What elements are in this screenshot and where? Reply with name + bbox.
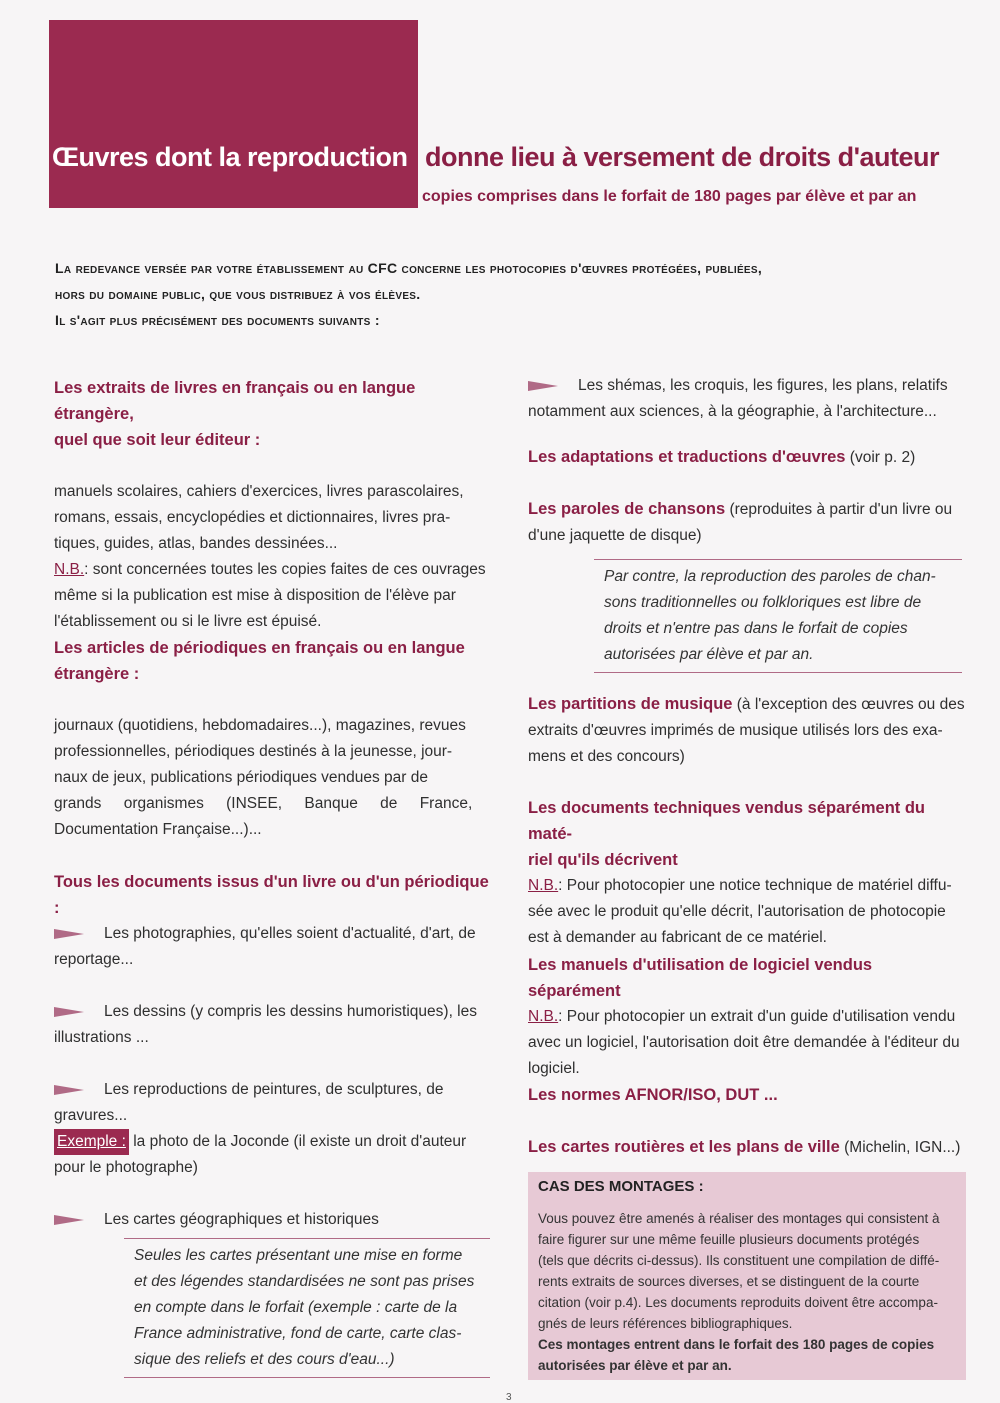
- text-line: (voir p. 2): [845, 449, 916, 466]
- intro-line: La redevance versée par votre établissement au CFC concerne les photocopies d'œuvres protégées, publiées,: [55, 260, 763, 276]
- text-line: Seules les cartes présentant une mise en forme: [134, 1247, 463, 1264]
- text-line: (à l'exception des œuvres ou des: [732, 696, 965, 713]
- intro-line: hors du domaine public, que vous distribuez à vos élèves.: [55, 286, 421, 302]
- text-line: sons traditionnelles ou folkloriques est libre de: [604, 594, 922, 611]
- text-line: Ces montages entrent dans le forfait des 180 pages de copies: [538, 1337, 935, 1352]
- roadmaps-item: [528, 1134, 968, 1161]
- software-item: [528, 952, 968, 1082]
- page-title-left: Œuvres dont la reproduction: [52, 142, 408, 172]
- example-label: Exemple :: [54, 1129, 129, 1155]
- text-line: est à demander au fabricant de ce matériel.: [528, 929, 827, 946]
- header-block: [49, 20, 418, 208]
- adaptations-heading: Les adaptations et traductions d'œuvres: [528, 448, 846, 466]
- heading-line: Les articles de périodiques en français ou en langue: [54, 639, 465, 657]
- text-line: journaux (quotidiens, hebdomadaires...), magazines, revues: [54, 717, 466, 734]
- text-line: autorisées par élève et par an.: [604, 646, 814, 663]
- page-number: 3: [506, 1392, 512, 1403]
- text-line: Documentation Française...)...: [54, 821, 262, 838]
- page-subtitle: copies comprises dans le forfait de 180 pages par élève et par an: [422, 188, 917, 205]
- text-line: gravures...: [54, 1107, 128, 1124]
- text-line: grands organismes (INSEE, Banque de France,: [54, 795, 473, 812]
- software-body: [528, 1004, 968, 1082]
- text-line: tiques, guides, atlas, bandes dessinées...: [54, 535, 338, 552]
- adaptations-item: [528, 444, 968, 471]
- intro-paragraph: [55, 255, 965, 333]
- periodicals-heading: [54, 635, 494, 687]
- photos-item: [54, 921, 494, 973]
- page-title-right: donne lieu à versement de droits d'auteur: [425, 142, 940, 172]
- text-line: faire figurer sur une même feuille plusieurs documents protégés: [538, 1232, 920, 1247]
- books-heading: [54, 375, 494, 453]
- montages-text: [538, 1208, 958, 1376]
- nb-label: N.B.: [54, 561, 85, 578]
- books-body: [54, 479, 489, 635]
- text-line: reportage...: [54, 951, 134, 968]
- periodicals-section: [54, 635, 494, 843]
- lyrics-heading: Les paroles de chansons: [528, 500, 726, 518]
- software-heading: Les manuels d'utilisation de logiciel vendus séparément: [528, 956, 873, 1000]
- text-line: même si la publication est mise à disposition de l'élève par: [54, 587, 456, 604]
- text-line: manuels scolaires, cahiers d'exercices, livres parascolaires,: [54, 483, 464, 500]
- lyrics-note: [594, 559, 962, 673]
- text-line: (reproduites à partir d'un livre ou: [725, 501, 953, 518]
- text-line: citation (voir p.4). Les documents reproduits doivent être accompa-: [538, 1295, 938, 1310]
- maps-note: [124, 1238, 490, 1378]
- technical-body: [528, 873, 968, 951]
- text-line: professionnelles, périodiques destinés à la jeunesse, jour-: [54, 743, 453, 760]
- text-line: : sont concernées toutes les copies faites de ces ouvrages: [84, 561, 486, 578]
- text-line: extraits d'œuvres imprimés de musique utilisés lors des exa-: [528, 722, 943, 739]
- heading-line: étrangère :: [54, 665, 140, 683]
- arrow-bullet-icon: [54, 1007, 84, 1017]
- heading-line: Les extraits de livres en français ou en langue étrangère,: [54, 379, 416, 423]
- text-line: la photo de la Joconde (il existe un droit d'auteur: [133, 1133, 467, 1150]
- text-line: d'une jaquette de disque): [528, 527, 702, 544]
- technical-heading: [528, 795, 968, 873]
- text-line: notamment aux sciences, à la géographie, à l'architecture...: [528, 403, 937, 420]
- text-line: Par contre, la reproduction des paroles de chan-: [604, 568, 936, 585]
- text-line: droits et n'entre pas dans le forfait de copies: [604, 620, 908, 637]
- text-line: mens et des concours): [528, 748, 685, 765]
- text-line: (tels que décrits ci-dessus). Ils constituent une compilation de diffé-: [538, 1253, 940, 1268]
- text-line: Les dessins (y compris les dessins humoristiques), les: [104, 1003, 477, 1020]
- text-line: et des légendes standardisées ne sont pas prises: [134, 1273, 475, 1290]
- paintings-item: [54, 1077, 494, 1181]
- text-line: logiciel.: [528, 1060, 580, 1077]
- text-line: pour le photographe): [54, 1159, 198, 1176]
- books-section: [54, 375, 494, 635]
- text-line: naux de jeux, publications périodiques vendues par de: [54, 769, 428, 786]
- scores-item: [528, 691, 968, 770]
- text-line: : Pour photocopier un extrait d'un guide d'utilisation vendu: [558, 1008, 956, 1025]
- nb-label: N.B.: [528, 1008, 559, 1025]
- arrow-bullet-icon: [528, 381, 558, 391]
- heading-line: riel qu'ils décrivent: [528, 851, 678, 869]
- periodicals-body: [54, 713, 494, 843]
- text-line: avec un logiciel, l'autorisation doit être demandée à l'éditeur du: [528, 1034, 960, 1051]
- montages-box: [528, 1172, 966, 1380]
- roadmaps-heading: Les cartes routières et les plans de ville: [528, 1138, 840, 1156]
- text-line: gnés de leurs références bibliographiques.: [538, 1316, 793, 1331]
- drawings-item: [54, 999, 494, 1051]
- text-line: France administrative, fond de carte, carte clas-: [134, 1325, 462, 1342]
- norms-heading: Les normes AFNOR/ISO, DUT ...: [528, 1086, 778, 1104]
- arrow-bullet-icon: [54, 929, 84, 939]
- text-line: illustrations ...: [54, 1029, 149, 1046]
- intro-line: Il s'agit plus précisément des documents suivants :: [55, 312, 380, 328]
- nb-line: [54, 557, 489, 583]
- text-line: sée avec le produit qu'elle décrit, l'autorisation de photocopie: [528, 903, 946, 920]
- montages-title: CAS DES MONTAGES :: [538, 1178, 704, 1195]
- text-line: autorisées par élève et par an.: [538, 1358, 732, 1373]
- text-line: Les shémas, les croquis, les figures, les plans, relatifs: [578, 377, 948, 394]
- all-documents-heading: Tous les documents issus d'un livre ou d'un périodique :: [54, 873, 489, 917]
- heading-line: quel que soit leur éditeur :: [54, 431, 261, 449]
- nb-label: N.B.: [528, 877, 559, 894]
- technical-item: [528, 795, 968, 951]
- text-line: : Pour photocopier une notice technique de matériel diffu-: [558, 877, 952, 894]
- text-line: Vous pouvez être amenés à réaliser des montages qui consistent à: [538, 1211, 940, 1226]
- text-line: rents extraits de sources diverses, et se distinguent de la courte: [538, 1274, 920, 1289]
- text-line: en compte dans le forfait (exemple : carte de la: [134, 1299, 458, 1316]
- text-line: romans, essais, encyclopédies et dictionnaires, livres pra-: [54, 509, 451, 526]
- text-line: (Michelin, IGN...): [839, 1139, 961, 1156]
- text-line: Les photographies, qu'elles soient d'actualité, d'art, de: [104, 925, 476, 942]
- arrow-bullet-icon: [54, 1215, 84, 1225]
- heading-line: Les documents techniques vendus séparément du maté-: [528, 799, 926, 843]
- text-line: sique des reliefs et des cours d'eau...): [134, 1351, 395, 1368]
- text-line: l'établissement ou si le livre est épuisé.: [54, 613, 322, 630]
- arrow-bullet-icon: [54, 1085, 84, 1095]
- text-line: Les reproductions de peintures, de sculptures, de: [104, 1081, 444, 1098]
- lyrics-item: [528, 496, 968, 549]
- scores-heading: Les partitions de musique: [528, 695, 733, 713]
- maps-item: [54, 1207, 494, 1233]
- schemas-item: [528, 373, 968, 425]
- montages-bold: [538, 1334, 958, 1376]
- text-line: Les cartes géographiques et historiques: [104, 1211, 379, 1228]
